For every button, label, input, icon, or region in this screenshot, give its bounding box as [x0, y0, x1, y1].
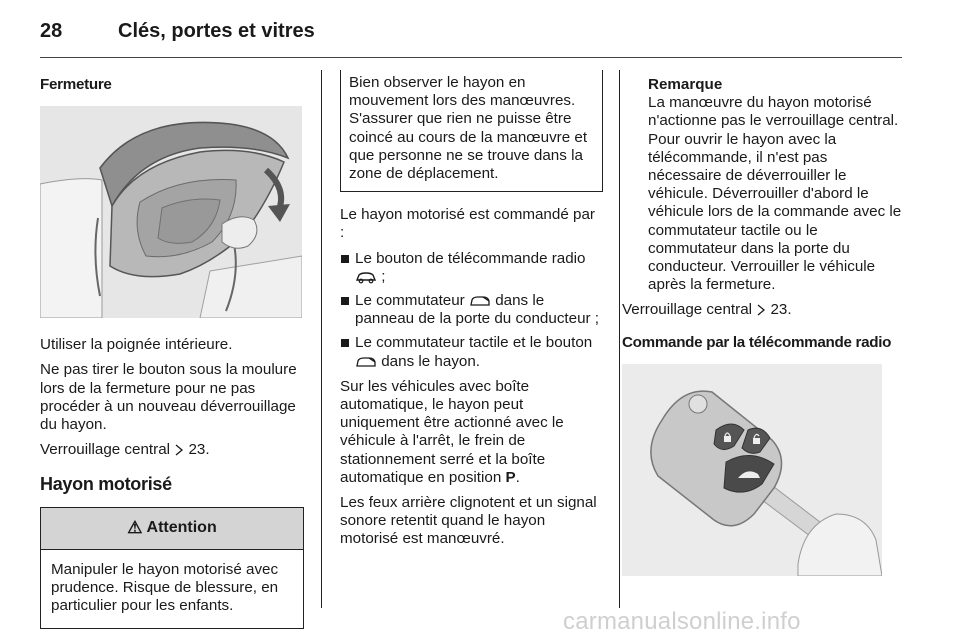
list-item-text: Le commutateur [355, 292, 465, 310]
paragraph: Le hayon motorisé est commandé par : [340, 206, 595, 242]
cross-reference [40, 441, 304, 459]
page-title: Clés, portes et vitres [118, 20, 315, 42]
note-text: La manœuvre du hayon motorisé n'actionne pas le verrouillage central. Pour ouvrir le hayon avec la télécommande, il n'est pas nécessaire de déverrouiller le véhicule. Déverrouiller d'abord le véhicule lors de la commande avec le commutateur tactile ou le commutateur dans la porte du conducteur. Verrouiller le véhicule après la fermeture. [648, 94, 902, 294]
reference-text: Verrouillage central [40, 441, 171, 459]
section-heading-telecommande: Commande par la télécommande radio [622, 333, 892, 351]
paragraph: Utiliser la poignée intérieure. [40, 336, 233, 354]
warning-text: Manipuler le hayon motorisé avec prudence. Risque de blessure, en particulier pour les enfants. [51, 560, 279, 615]
note-box [622, 76, 902, 294]
list-item [340, 292, 603, 328]
note-title: Remarque [648, 76, 723, 93]
tailgate-illustration [40, 106, 302, 318]
paragraph [340, 378, 603, 487]
chevron-right-icon [756, 301, 770, 318]
warning-box [40, 507, 304, 630]
column-1 [40, 76, 304, 629]
bullet-square-icon [341, 339, 349, 347]
warning-triangle-icon: ⚠ [127, 518, 143, 538]
list-item-text: dans le panneau de la porte du conducteur ; [355, 292, 600, 328]
chevron-right-icon [174, 441, 188, 458]
paragraph: Les feux arrière clignotent et un signal sonore retentit quand le hayon motorisé est manœuvré. [340, 494, 597, 548]
reference-page: 23. [770, 301, 792, 319]
column-2 [340, 76, 603, 556]
column-divider-2 [619, 70, 620, 608]
page-number: 28 [40, 20, 63, 42]
reference-text: Verrouillage central [622, 301, 753, 319]
section-heading-hayon-motorise: Hayon motorisé [40, 474, 172, 495]
gear-position: P [505, 468, 516, 486]
bullet-list [340, 250, 603, 371]
list-item [340, 334, 603, 370]
list-item-text: ; [381, 267, 386, 285]
list-item [340, 250, 603, 286]
paragraph: Ne pas tirer le bouton sous la moulure lors de la fermeture pour ne pas procéder à un nouveau déverrouillage du hayon. [40, 361, 297, 434]
warning-continuation-box: Bien observer le hayon en mouvement lors des manœuvres. S'assurer que rien ne puisse être coincé au cours de la manœuvre et que personne ne se trouve dans la zone de déplacement. [340, 70, 603, 192]
bullet-square-icon [341, 297, 349, 305]
header-rule [40, 57, 902, 58]
warning-title: Attention [146, 519, 217, 537]
list-item-text: dans le hayon. [381, 352, 481, 370]
reference-page: 23. [188, 441, 210, 459]
tailgate-icon [469, 292, 495, 309]
paragraph-text: Sur les véhicules avec boîte automatique, le hayon peut uniquement être actionné avec le véhicule à l'arrêt, le frein de stationnement serré et la boîte automatique en position [340, 377, 564, 486]
list-item-text: Le commutateur tactile et le bouton [355, 334, 593, 352]
page-header [40, 20, 920, 60]
section-heading-fermeture: Fermeture [40, 76, 112, 93]
list-item-text: Le bouton de télécommande radio [355, 249, 586, 267]
column-3 [622, 76, 902, 576]
warning-header [41, 508, 303, 550]
remote-key-illustration [622, 364, 882, 576]
tailgate-icon [355, 353, 381, 370]
paragraph-text: . [515, 468, 520, 486]
cross-reference [622, 301, 902, 319]
column-divider-1 [321, 70, 322, 608]
car-icon [355, 268, 381, 285]
watermark: carmanualsonline.info [563, 608, 801, 635]
bullet-square-icon [341, 255, 349, 263]
